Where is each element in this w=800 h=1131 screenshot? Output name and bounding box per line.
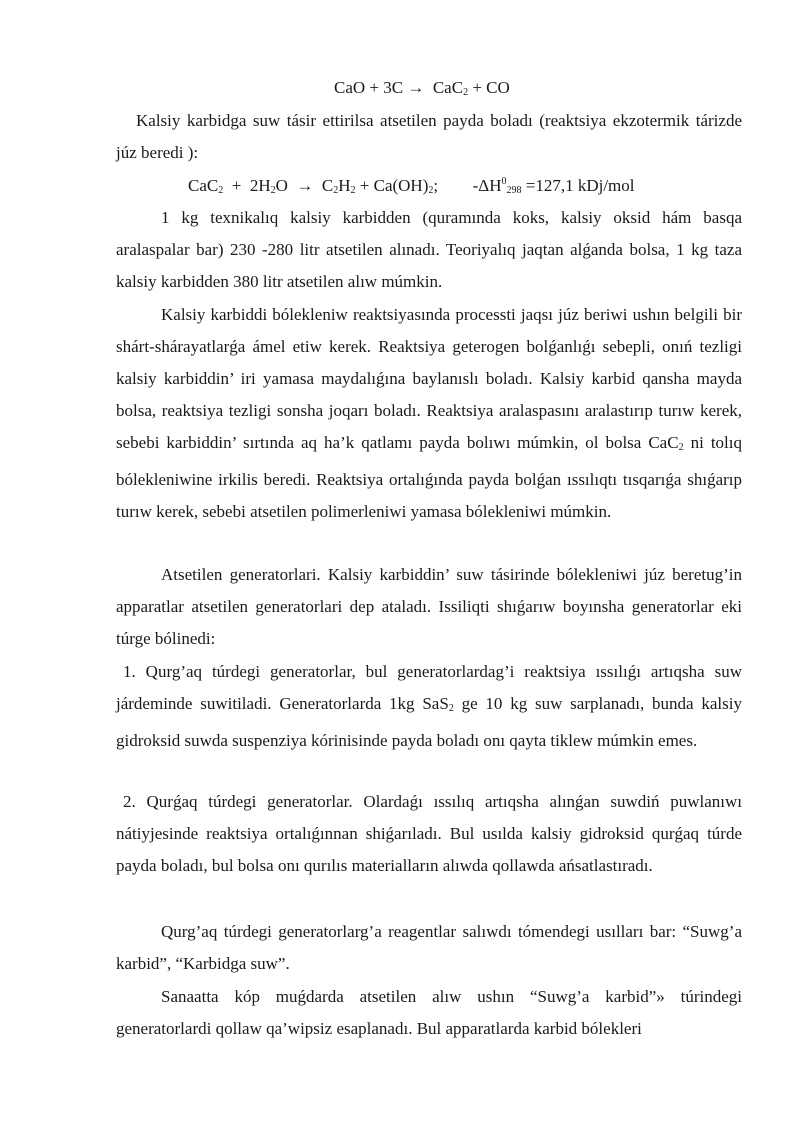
eq1-product-sub: 2 bbox=[463, 87, 469, 98]
paragraph-8: Sanaatta kóp muǵdarda atsetilen alıw ushın “Suwg’a karbid”» túrindegi generatorlardi qollaw qa’wipsiz esaplanadı. Bul apparatlarda karbid bólekleri bbox=[116, 987, 742, 1038]
equation-carbide-hydrolysis: $CaC_2 + 2H_2O \to C_2H_2 + Ca(OH)_2$; $-\Delta H^0_{298} =127,1$ kDj/mol bbox=[188, 176, 635, 196]
paragraph-2: 1 kg texnikalıq kalsiy karbidden (quramında koks, kalsiy oksid hám basqa aralaspalar bar) 230 -280 litr atsetilen alınadı. Teoriyalıq jaqtan alǵanda bolsa, 1 kg taza kalsiy karbidden 380 litr atsetilen alıw múmkin. bbox=[116, 208, 742, 291]
eq1-product-cac: CaC bbox=[432, 78, 464, 97]
eq2-enthalpy-symbol: -ΔH bbox=[472, 176, 502, 195]
formula-cac2: CaC bbox=[648, 433, 679, 452]
eq2-cac: CaC bbox=[188, 176, 219, 195]
eq1-product-tail: + CO bbox=[472, 78, 510, 97]
eq1-arrow: → bbox=[407, 78, 425, 97]
paragraph-6: 2. Qurǵaq túrdegi generatorlar. Olardaǵı ıssılıq artıqsha alınǵan suwdiń puwlanıwı nátiyjesinde reaktsiya ortalıǵınnan shiǵarıladı. Bul usılda kalsiy gidroksid qurǵaq túrde payda boladı, bul bolsa onı qurılıs materialların alıwda qollawda ańsatlastıradı. bbox=[116, 792, 742, 875]
eq1-reactants: CaO + 3C bbox=[334, 78, 404, 97]
paragraph-3: Kalsiy karbiddi bólekleniw reaktsiyasında processti jaqsı júz beriwi ushın belgili bir shárt-shárayatlarǵa ámel etiw kerek. Reaktsiya geterogen bolǵanlıǵı sebepli, onıń tezligi kalsiy karbiddin’ iri yamasa maydalıǵına baylanıslı boladı. Kalsiy karbid qansha mayda bolsa, reaktsiya tezligi sonsha joqarı boladı. Reaktsiya aralaspasını aralastırıp turıw kerek, sebebi karbiddin’ sırtında aq ha’k qatlamı payda bolıwı múmkin, ol bolsa CaC$_2$ ni tolıq bólekleniwine irkilis beredi. Reaktsiya ortalıǵında payda bolǵan ıssılıqtı tısqarıǵa shıǵarıp turıw kerek, sebebi atsetilen polimerleniwi yamasa bólekleniwi múmkin. bbox=[116, 305, 742, 521]
eq2-enthalpy-value: =127,1 kDj/mol bbox=[525, 176, 635, 195]
eq2-water: 2H bbox=[249, 176, 271, 195]
paragraph-5: 1. Qurg’aq túrdegi generatorlar, bul generatorlardag’i reaktsiya ıssılıǵı artıqsha suw járdeminde suwitiladi. Generatorlarda 1kg SaS$_2$ ge 10 kg suw sarplanadı, bunda kalsiy gidroksid suwda suspenziya kórinisinde payda boladı onı qayta tiklew múmkin emes. bbox=[116, 662, 742, 750]
eq2-calcium-hydroxide: Ca(OH) bbox=[373, 176, 429, 195]
paragraph-7: Qurg’aq túrdegi generatorlarg’a reagentlar salıwdı tómendegi usılları bar: “Suwg’a karbid”, “Karbidga suw”. bbox=[116, 922, 742, 973]
eq2-arrow: → bbox=[296, 176, 314, 195]
eq2-acetylene: C bbox=[321, 176, 334, 195]
paragraph-1: Kalsiy karbidga suw tásir ettirilsa atsetilen payda boladı (reaktsiya ekzotermik tárizde júz beredi ): bbox=[116, 111, 742, 162]
formula-sas2: SaS bbox=[422, 694, 449, 713]
paragraph-4: Atsetilen generatorlari. Kalsiy karbiddin’ suw tásirinde bólekleniwi júz beretug’in apparatlar atsetilen generatorlari dep ataladı. Issiliqti shıǵarıw boyınsha generatorlar eki túrge bólinedi: bbox=[116, 565, 742, 648]
equation-cao-carbon bbox=[334, 78, 510, 98]
